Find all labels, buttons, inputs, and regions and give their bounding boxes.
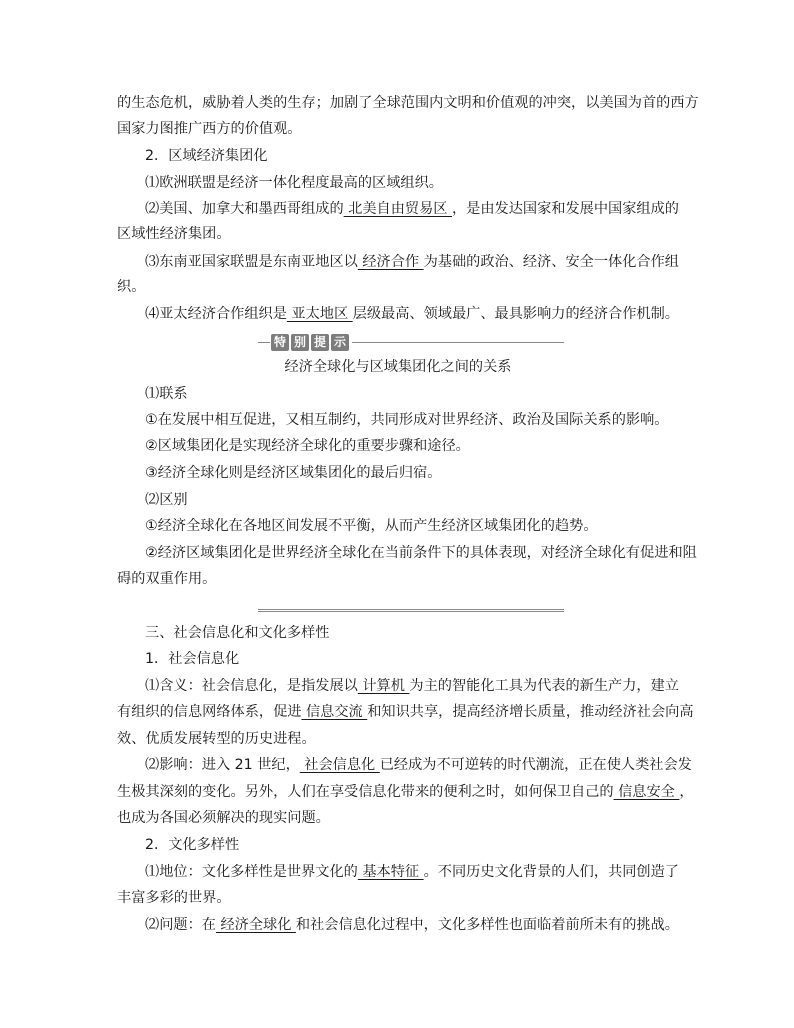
paragraph-line: 碍的双重作用。 <box>117 571 217 587</box>
fill-blank-answer: 经济全球化 <box>215 917 296 933</box>
paragraph-line: 的生态危机，威胁着人类的生存；加剧了全球范围内文明和价值观的冲突，以美国为首的西方 <box>117 95 699 111</box>
list-item <box>145 862 679 882</box>
list-item <box>145 252 679 272</box>
tip-subheading: ⑵区别 <box>145 492 188 508</box>
text: ⑷亚太经济合作组织是 <box>145 306 287 322</box>
tip-subheading: ⑴联系 <box>145 386 188 402</box>
list-item <box>145 915 679 935</box>
text: 为主的智能化工具为代表的新生产力，建立 <box>409 678 679 694</box>
text: 为基础的政治、经济、安全一体化合作组 <box>423 254 679 270</box>
text: ， <box>679 784 694 800</box>
tip-rule-left <box>258 342 270 343</box>
text: ⑴含义：社会信息化，是指发展以 <box>145 678 358 694</box>
list-item <box>145 755 692 775</box>
subsection-heading: 2．文化多样性 <box>145 837 240 853</box>
paragraph-line: 国家力图推广西方的价值观。 <box>117 121 302 137</box>
text: 已经成为不可逆转的时代潮流，正在使人类社会发 <box>379 757 692 773</box>
tip-end-rule <box>258 609 564 612</box>
text: ⑵问题：在 <box>145 917 216 933</box>
text: 有组织的信息网络体系，促进 <box>117 704 302 720</box>
list-item <box>145 676 679 696</box>
text: 生极其深刻的变化。另外，人们在享受信息化带来的便利之时，如何保卫自己的 <box>117 784 614 800</box>
paragraph-line: 效、优质发展转型的历史进程。 <box>117 731 316 747</box>
tip-badge-char: 示 <box>331 334 349 351</box>
fill-blank-answer: 亚太地区 <box>286 306 353 322</box>
tip-title: 经济全球化与区域集团化之间的关系 <box>284 359 512 375</box>
tip-badge-char: 别 <box>291 334 309 351</box>
text: 层级最高、领域最广、最具影响力的经济合作机制。 <box>352 306 679 322</box>
fill-blank-answer: 社会信息化 <box>299 757 380 773</box>
list-item <box>145 304 679 324</box>
tip-badge-char: 提 <box>311 334 329 351</box>
section-heading: 三、社会信息化和文化多样性 <box>145 625 330 641</box>
paragraph-line: 织。 <box>117 279 146 295</box>
tip-rule-right <box>352 342 564 343</box>
text: ⑶东南亚国家联盟是东南亚地区以 <box>145 254 358 270</box>
text: 和社会信息化过程中，文化多样性也面临着前所未有的挑战。 <box>295 917 679 933</box>
paragraph-line <box>117 702 694 722</box>
list-item: ①经济全球化在各地区间发展不平衡，从而产生经济区域集团化的趋势。 <box>145 518 598 534</box>
tip-badge-char: 特 <box>271 334 289 351</box>
list-item: ①在发展中相互促进，又相互制约，共同形成对世界经济、政治及国际关系的影响。 <box>145 412 669 428</box>
text: ，是由发达国家和发展中国家组成的 <box>451 201 679 217</box>
paragraph-line: 丰富多彩的世界。 <box>117 890 231 906</box>
subsection-heading: 1．社会信息化 <box>145 651 240 667</box>
list-item <box>145 199 679 219</box>
list-item: ②区域集团化是实现经济全球化的重要步骤和途径。 <box>145 438 470 454</box>
fill-blank-answer: 信息交流 <box>301 704 368 720</box>
fill-blank-answer: 北美自由贸易区 <box>343 201 452 217</box>
text: ⑵影响：进入 21 世纪， <box>145 757 300 773</box>
text: 。不同历史文化背景的人们，共同创造了 <box>423 864 679 880</box>
text: ⑴地位：文化多样性是世界文化的 <box>145 864 358 880</box>
fill-blank-answer: 信息安全 <box>613 784 680 800</box>
fill-blank-answer: 计算机 <box>357 678 410 694</box>
list-item: ③经济全球化则是经济区域集团化的最后归宿。 <box>145 465 442 481</box>
special-tip-badge <box>271 334 349 351</box>
paragraph-line <box>117 782 694 802</box>
fill-blank-answer: 基本特征 <box>357 864 424 880</box>
section-heading: 2．区域经济集团化 <box>145 148 268 164</box>
text: ⑵美国、加拿大和墨西哥组成的 <box>145 201 344 217</box>
paragraph-line: 也成为各国必须解决的现实问题。 <box>117 810 330 826</box>
paragraph-line: 区域性经济集团。 <box>117 226 231 242</box>
fill-blank-answer: 经济合作 <box>357 254 424 270</box>
text: 和知识共享，提高经济增长质量，推动经济社会向高 <box>367 704 694 720</box>
list-item: ⑴欧洲联盟是经济一体化程度最高的区域组织。 <box>145 175 443 191</box>
list-item: ②经济区域集团化是世界经济全球化在当前条件下的具体表现，对经济全球化有促进和阻 <box>145 545 697 561</box>
